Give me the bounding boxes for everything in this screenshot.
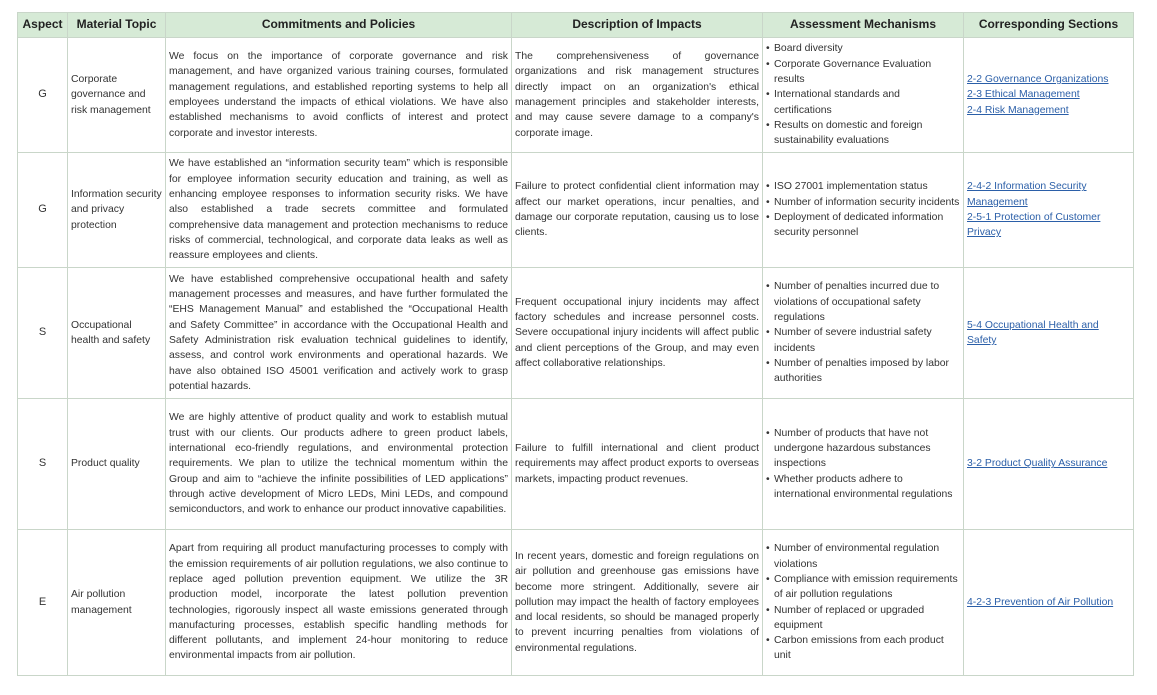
list-item: • Number of severe industrial safety incidents (766, 325, 960, 356)
commitments-cell: We are highly attentive of product quality and work to establish mutual trust with our clients. Our products adhere to green product labels, international eco-friendly regulations, and environmental protection requirements. We plan to utilize the technical momentum within the Group and aim to “achieve the infinite possibilities of LED applications” through active development of Micro LEDs, Mini LEDs, and compound semiconductors, and work to enhance our product innovative capabilities. (166, 399, 512, 530)
list-item: • Corporate Governance Evaluation results (766, 57, 960, 88)
impacts-cell: Failure to fulfill international and client product requirements may affect product exports to overseas markets, impacting product revenues. (512, 399, 763, 530)
list-item: • Board diversity (766, 41, 960, 56)
sections-cell (964, 399, 1134, 530)
list-item: • Number of products that have not undergone hazardous substances inspections (766, 426, 960, 472)
section-link[interactable]: 2-5-1 Protection of Customer Privacy (967, 212, 1101, 239)
list-item: • Carbon emissions from each product unit (766, 633, 960, 664)
sections-cell (964, 530, 1134, 676)
assessment-cell (763, 399, 964, 530)
commitments-cell: We have established an “information security team” which is responsible for employee information security education and training, as well as enhancing employee responses to information security risks. We have also established a trade secrets committee and formulated comprehensive data management and protection mechanisms to reduce risks of commercial, technological, and corporate data leaks as well as reassure employees and clients. (166, 153, 512, 268)
aspect-cell: E (18, 530, 68, 676)
assessment-list (766, 41, 960, 148)
topic-cell: Information security and privacy protection (68, 153, 166, 268)
impacts-cell: Failure to protect confidential client information may affect our market operations, incur penalties, and damage our corporate reputation, causing us to lose clients. (512, 153, 763, 268)
assessment-list (766, 279, 960, 386)
topic-cell: Occupational health and safety (68, 268, 166, 399)
list-item: • Compliance with emission requirements of air pollution regulations (766, 572, 960, 603)
list-item: • Number of penalties incurred due to violations of occupational safety regulations (766, 279, 960, 325)
section-link[interactable]: 2-2 Governance Organizations (967, 74, 1109, 86)
header-aspect: Aspect (18, 13, 68, 38)
sections-cell (964, 268, 1134, 399)
impacts-cell: In recent years, domestic and foreign regulations on air pollution and greenhouse gas emissions have become more stringent. Additionally, severe air pollution may impact the health of factory employees and local residents, so should be managed properly to prevent incurring penalties from violations of environmental regulations. (512, 530, 763, 676)
table-row (18, 268, 1134, 399)
assessment-list (766, 179, 960, 240)
list-item: • Number of information security incidents (766, 195, 960, 210)
impacts-cell: Frequent occupational injury incidents may affect factory schedules and increase personnel costs. Severe occupational injury incidents will affect public and client perceptions of the Group, and may even affect collaborative relationships. (512, 268, 763, 399)
section-link[interactable]: 3-2 Product Quality Assurance (967, 458, 1108, 470)
section-link[interactable]: 2-4-2 Information Security Management (967, 181, 1087, 208)
section-link[interactable]: 4-2-3 Prevention of Air Pollution (967, 596, 1114, 608)
material-topics-table (17, 12, 1134, 676)
assessment-cell (763, 530, 964, 676)
list-item: • Number of environmental regulation violations (766, 541, 960, 572)
list-item: • Deployment of dedicated information security personnel (766, 210, 960, 241)
aspect-cell: G (18, 38, 68, 153)
aspect-cell: S (18, 268, 68, 399)
header-row (18, 13, 1134, 38)
header-material-topic: Material Topic (68, 13, 166, 38)
assessment-list (766, 426, 960, 502)
section-link[interactable]: 2-4 Risk Management (967, 104, 1069, 116)
table-row (18, 153, 1134, 268)
table-row (18, 530, 1134, 676)
sections-cell (964, 153, 1134, 268)
section-link[interactable]: 5-4 Occupational Health and Safety (967, 319, 1099, 346)
table-row (18, 399, 1134, 530)
list-item: • Number of penalties imposed by labor authorities (766, 356, 960, 387)
impacts-cell: The comprehensiveness of governance organizations and risk management structures directly impact on an organization's ethical management principles and stakeholder interests, and may cause severe damage to a company's corporate image. (512, 38, 763, 153)
commitments-cell: We have established comprehensive occupational health and safety management processes and measures, and have further formulated the “EHS Management Manual” and established the “Occupational Health and Safety Committee” in accordance with the Occupational Health and Safety Administration risk evaluation technical guidelines to identify, assess, and control work environments and operational hazards. We have also obtained ISO 45001 verification and actively work to grasp potential hazards. (166, 268, 512, 399)
header-sections: Corresponding Sections (964, 13, 1134, 38)
material-topics-table-wrapper (17, 12, 1133, 676)
commitments-cell: Apart from requiring all product manufacturing processes to comply with the emission requirements of air pollution regulations, we also continue to replace aged pollution prevention equipment. We utilize the 3R production model, incorporate the latest pollution prevention technologies, rigorously inspect all waste emissions generated through manufacturing processes, establish specific handling methods for different pollutants, and implement 24-hour monitoring to reduce environmental impacts from air pollution. (166, 530, 512, 676)
topic-cell: Product quality (68, 399, 166, 530)
table-row (18, 38, 1134, 153)
list-item: • Results on domestic and foreign sustainability evaluations (766, 118, 960, 149)
assessment-cell (763, 38, 964, 153)
assessment-cell (763, 153, 964, 268)
topic-cell: Corporate governance and risk management (68, 38, 166, 153)
topic-cell: Air pollution management (68, 530, 166, 676)
header-assessment: Assessment Mechanisms (763, 13, 964, 38)
aspect-cell: S (18, 399, 68, 530)
list-item: • International standards and certifications (766, 87, 960, 118)
aspect-cell: G (18, 153, 68, 268)
sections-cell (964, 38, 1134, 153)
header-impacts: Description of Impacts (512, 13, 763, 38)
list-item: • Number of replaced or upgraded equipment (766, 603, 960, 634)
list-item: • ISO 27001 implementation status (766, 179, 960, 194)
commitments-cell: We focus on the importance of corporate governance and risk management, and have organized various training courses, formulated management regulations, and established reporting systems to help all employees understand the impacts of ethical violations. We have also established mechanisms to avoid conflicts of interest and protect corporate and investor interests. (166, 38, 512, 153)
assessment-cell (763, 268, 964, 399)
section-link[interactable]: 2-3 Ethical Management (967, 89, 1080, 101)
list-item: • Whether products adhere to international environmental regulations (766, 472, 960, 503)
header-commitments: Commitments and Policies (166, 13, 512, 38)
assessment-list (766, 541, 960, 663)
